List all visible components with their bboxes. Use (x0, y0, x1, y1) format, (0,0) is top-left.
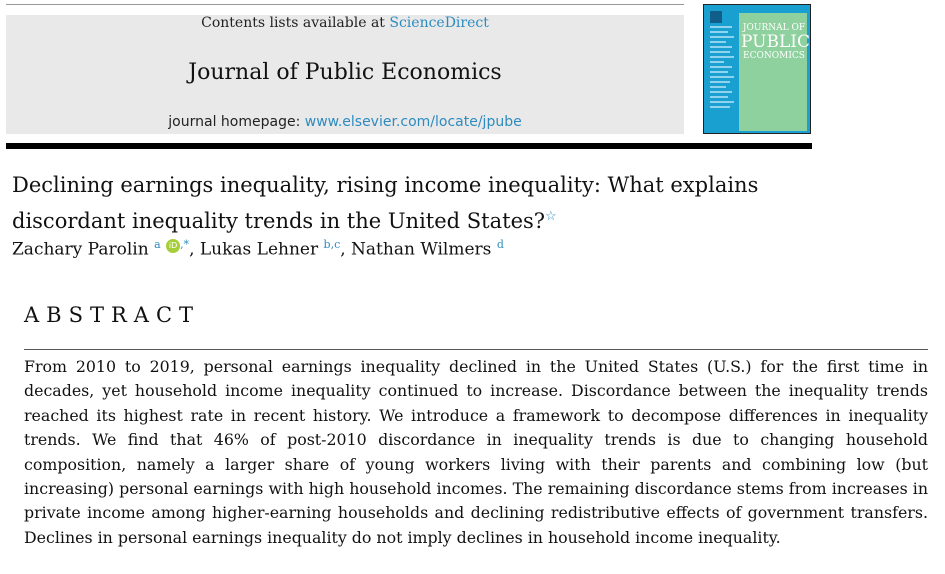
abstract-rule (24, 349, 928, 350)
author-name[interactable]: Lukas Lehner (199, 239, 319, 260)
corresponding-author-mark[interactable]: ,* (180, 238, 190, 251)
author-affiliation[interactable]: a (154, 238, 161, 251)
title-footnote-star-icon[interactable]: ☆ (545, 209, 557, 224)
sciencedirect-link[interactable]: ScienceDirect (389, 15, 489, 31)
orcid-icon[interactable]: iD (166, 239, 180, 253)
cover-text-strip (710, 11, 736, 129)
abstract-heading: ABSTRACT (24, 303, 201, 327)
author-affiliation[interactable]: b,c (323, 238, 341, 251)
author-name[interactable]: Zachary Parolin (12, 239, 149, 260)
header-top-rule (6, 4, 684, 5)
article-title (12, 170, 812, 237)
cover-title-line3: ECONOMICS (743, 51, 805, 61)
contents-prefix: Contents lists available at (201, 15, 390, 31)
contents-line (6, 15, 684, 31)
author-affiliation[interactable]: d (496, 238, 504, 251)
elsevier-logo-icon (710, 11, 722, 23)
journal-header (6, 4, 684, 134)
cover-title (741, 23, 810, 62)
author-list: Zachary Parolin $^a$ iD ,*, Lukas Lehner $^{b,c}$, Nathan Wilmers $^d$ (12, 238, 504, 260)
homepage-link[interactable]: www.elsevier.com/locate/jpube (304, 114, 522, 130)
cover-title-line1: JOURNAL OF (742, 23, 806, 33)
header-divider (6, 143, 812, 149)
cover-title-line2: PUBLIC (741, 32, 810, 52)
journal-name: Journal of Public Economics (188, 60, 502, 85)
article-title-line1: Declining earnings inequality, rising income inequality: What explains (12, 173, 759, 197)
homepage-prefix: journal homepage: (168, 114, 305, 130)
journal-cover-image (703, 4, 811, 134)
abstract-text: From 2010 to 2019, personal earnings inequality declined in the United States (U.S.) for the first time in decades, yet household income inequality continued to increase. Discordance between the inequality trends reached its highest rate in recent history. We introduce a framework to decompose differences in inequality trends. We find that 46% of post-2010 discordance in inequality trends is due to changing household composition, namely a larger share of young workers living with their parents and combining low (but increasing) personal earnings with high household incomes. The remaining discordance stems from increases in private income among higher-earning households and declining redistributive effects of government transfers. Declines in personal earnings inequality do not imply declines in household income inequality. (24, 357, 928, 547)
journal-homepage (6, 114, 684, 130)
author-name[interactable]: Nathan Wilmers (351, 239, 492, 260)
article-title-line2: discordant inequality trends in the United States? (12, 209, 546, 233)
